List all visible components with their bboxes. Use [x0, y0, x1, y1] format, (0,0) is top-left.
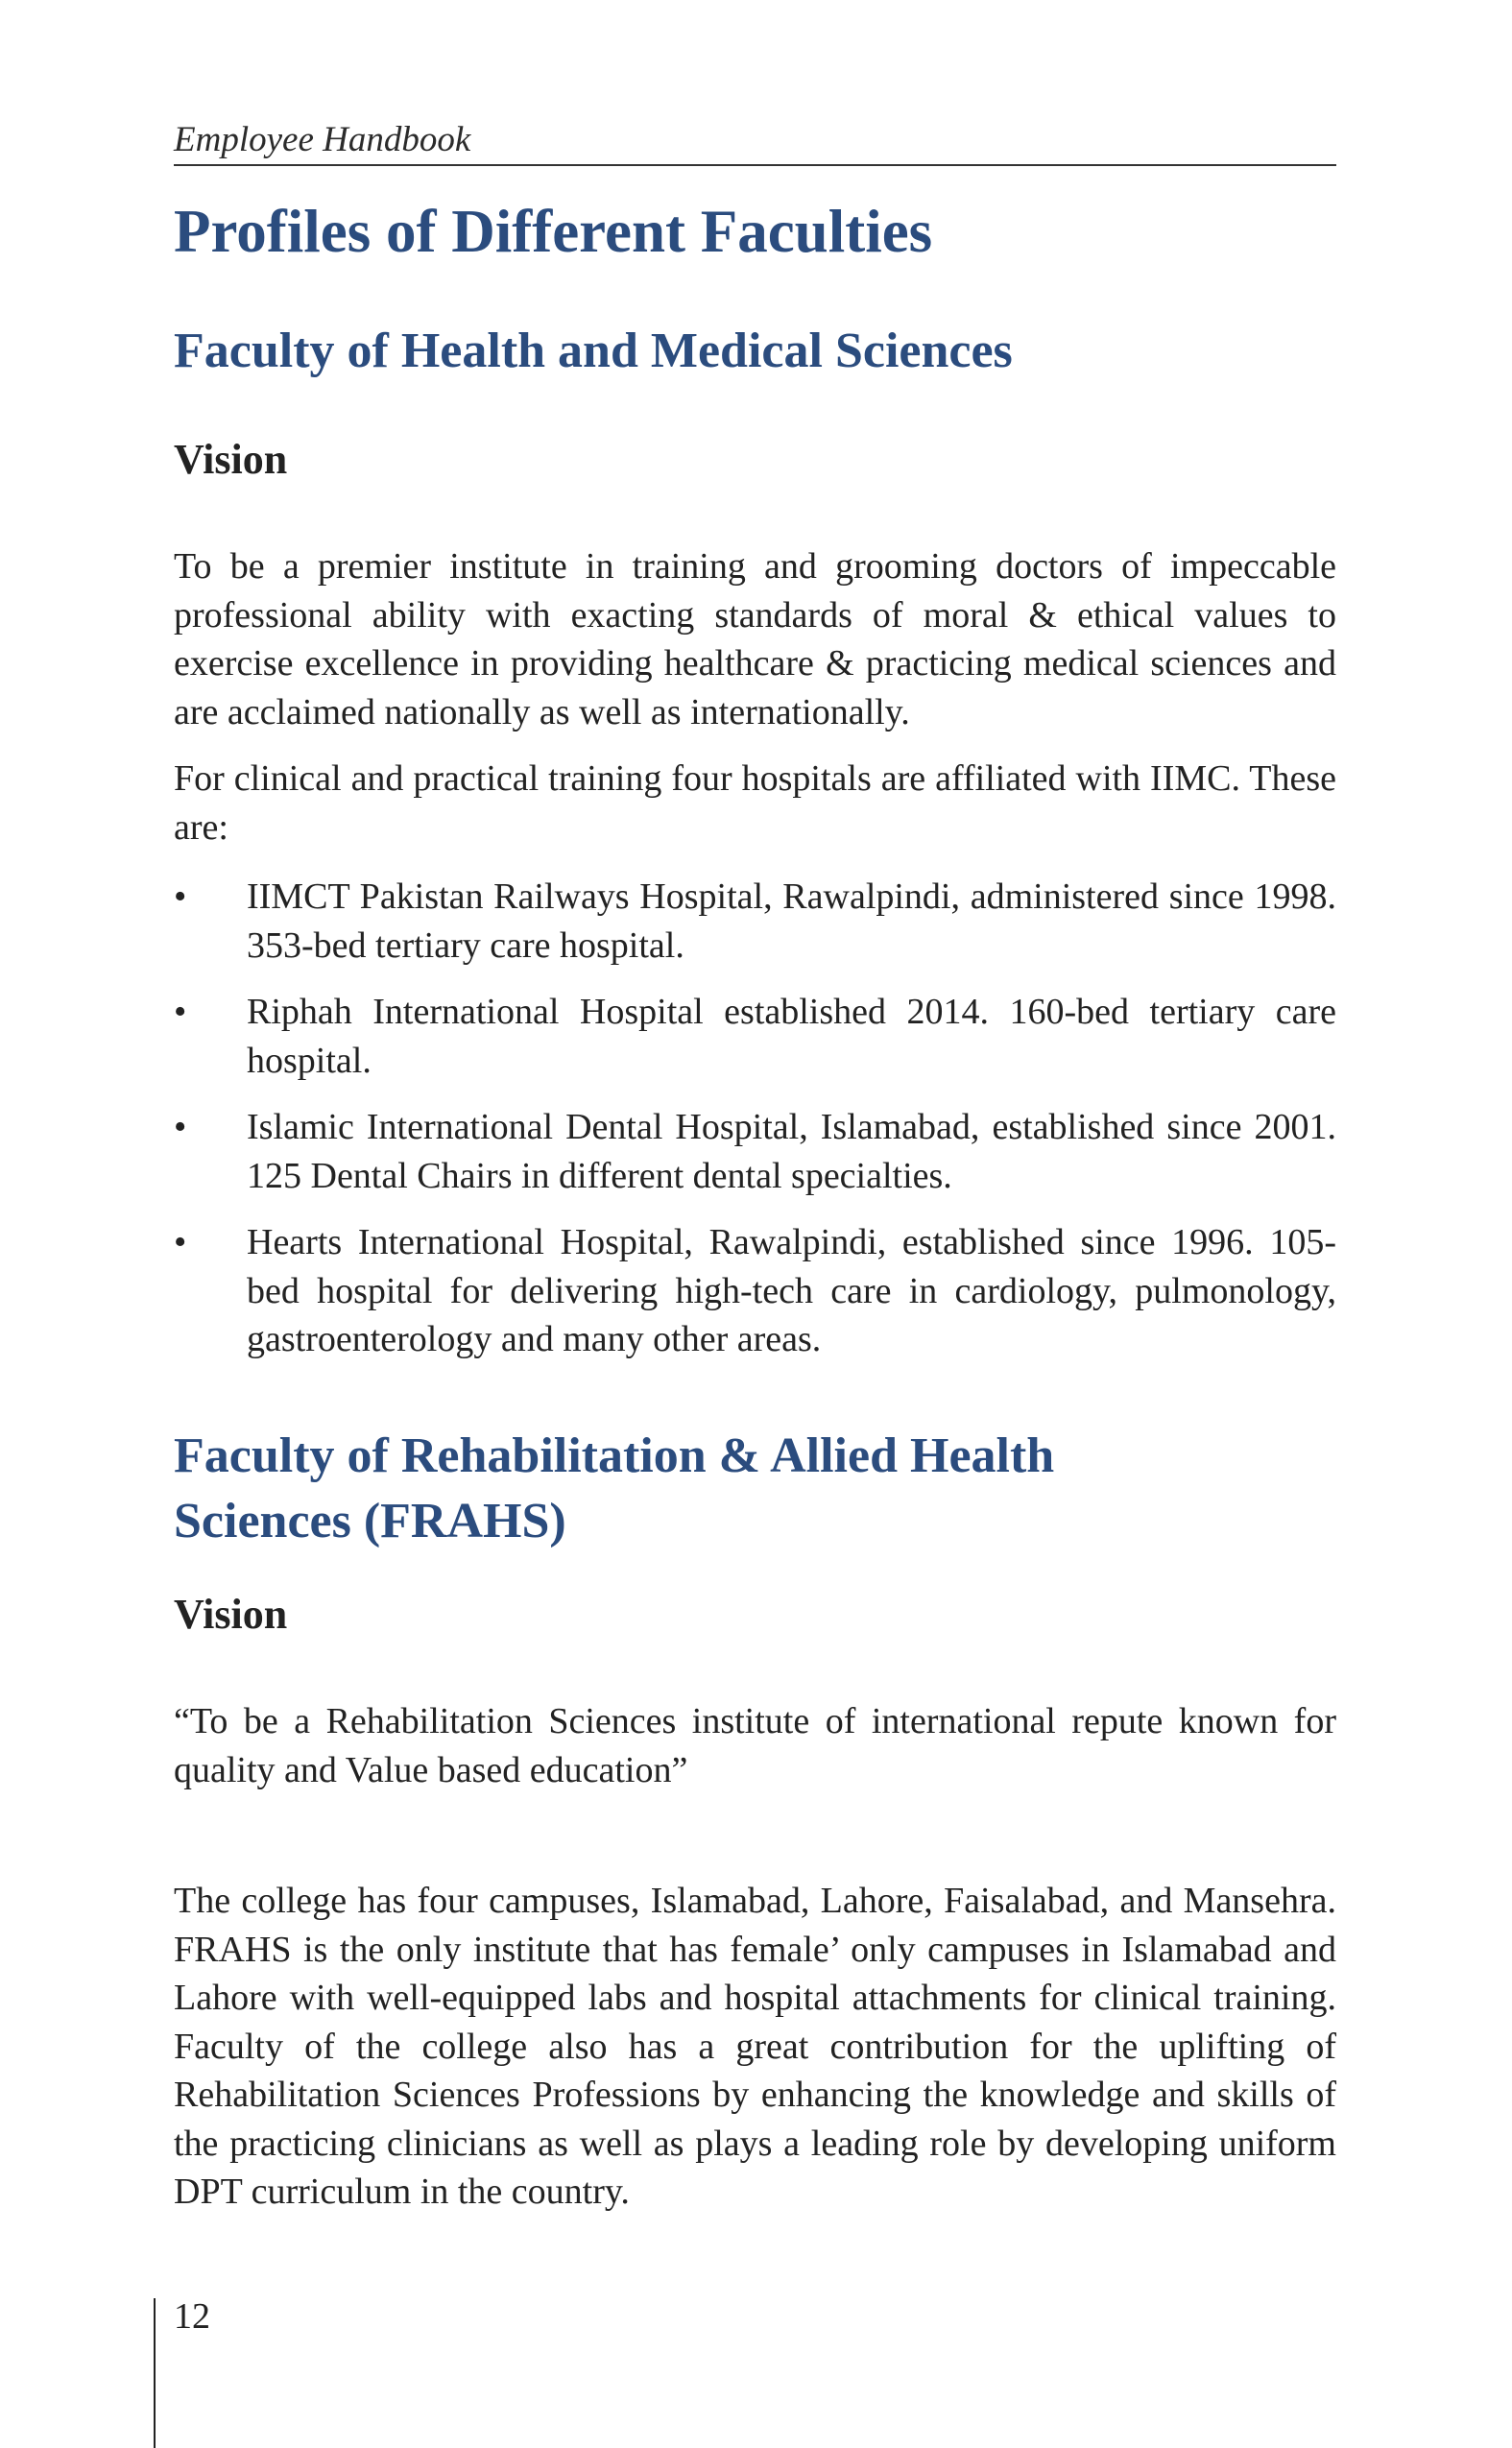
bullet-icon: • — [174, 992, 187, 1032]
hospital-item-text: Riphah International Hospital established 2014. 160-bed tertiary care hospital. — [247, 992, 1336, 1081]
vision-subheading-2: Vision — [174, 1591, 288, 1638]
section-heading-line-2: Sciences (FRAHS) — [174, 1494, 566, 1548]
bullet-icon: • — [174, 876, 187, 917]
vision-quote-paragraph: “To be a Rehabilitation Sciences institute of international repute known for quality and Value based education” — [174, 1701, 1336, 1790]
section-heading-health-medical: Faculty of Health and Medical Sciences — [174, 324, 1013, 378]
hospital-list — [174, 873, 1336, 1382]
page-number: 12 — [174, 2296, 210, 2337]
vision-paragraph-1: To be a premier institute in training and grooming doctors of impeccable professional ability with exacting standards of moral & ethical values to exercise excellence in providing healthcare & practicing medical sciences and are acclaimed nationally as well as internationally. — [174, 546, 1336, 732]
hospital-item-text: Hearts International Hospital, Rawalpindi, established since 1996. 105-bed hospital for delivering high-tech care in cardiology, pulmonology, gastroenterology and many other areas. — [247, 1222, 1336, 1359]
footer-vertical-rule — [154, 2298, 156, 2448]
hospital-item-text: IIMCT Pakistan Railways Hospital, Rawalpindi, administered since 1998. 353-bed tertiary care hospital. — [247, 876, 1336, 966]
list-item — [174, 988, 1336, 1085]
vision-subheading-1: Vision — [174, 436, 288, 483]
campuses-paragraph: The college has four campuses, Islamabad, Lahore, Faisalabad, and Mansehra. FRAHS is the only institute that has female’ only campuses in Islamabad and Lahore with well-equipped labs and hospital attachments for clinical training. Faculty of the college also has a great contribution for the uplifting of Rehabilitation Sciences Professions by enhancing the knowledge and skills of the practicing clinicians as well as plays a leading role by developing uniform DPT curriculum in the country. — [174, 1881, 1336, 2212]
section-heading-rehabilitation — [174, 1424, 1054, 1554]
page-title: Profiles of Different Faculties — [174, 198, 933, 265]
running-header: Employee Handbook — [174, 118, 1336, 166]
hospitals-intro-paragraph: For clinical and practical training four hospitals are affiliated with IIMC. These are: — [174, 758, 1336, 848]
hospital-item-text: Islamic International Dental Hospital, Islamabad, established since 2001. 125 Dental Chairs in different dental specialties. — [247, 1107, 1336, 1196]
list-item — [174, 1103, 1336, 1200]
list-item — [174, 873, 1336, 970]
list-item — [174, 1218, 1336, 1364]
bullet-icon: • — [174, 1107, 187, 1147]
bullet-icon: • — [174, 1222, 187, 1262]
section-heading-line-1: Faculty of Rehabilitation & Allied Health — [174, 1428, 1055, 1483]
